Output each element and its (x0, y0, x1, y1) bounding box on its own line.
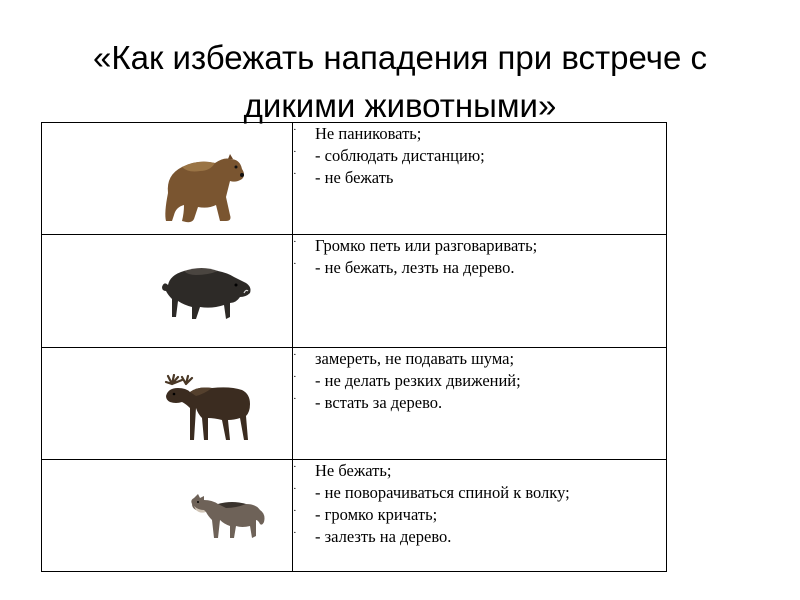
advice-cell (293, 123, 667, 235)
advice-cell (293, 347, 667, 459)
advice-cell (293, 235, 667, 347)
advice-text: замереть, не подавать шума; (315, 348, 515, 368)
bullet-marker: · (293, 482, 297, 495)
table-row (42, 347, 667, 459)
advice-line (293, 504, 666, 526)
advice-line (293, 348, 666, 370)
advice-text: - не бежать, лезть на дерево. (315, 258, 515, 278)
bullet-marker: · (293, 392, 297, 405)
advice-text: Не паниковать; (315, 124, 422, 143)
bullet-marker: · (293, 348, 297, 361)
wolf-icon (188, 490, 268, 550)
animal-cell (42, 123, 293, 235)
bullet-marker: · (293, 370, 297, 383)
advice-line (293, 526, 666, 548)
animal-cell (42, 235, 293, 347)
advice-line (293, 370, 666, 392)
table-row (42, 459, 667, 571)
title-line-1: «Как избежать нападения при встрече с (93, 39, 707, 76)
boar-icon (156, 261, 256, 326)
advice-line (293, 257, 666, 279)
advice-line (293, 392, 666, 414)
bullet-marker: · (293, 146, 297, 158)
bullet-marker: · (293, 236, 297, 249)
page-title (0, 34, 800, 130)
advice-text: - залезть на дерево. (315, 526, 452, 546)
advice-table (41, 122, 667, 572)
advice-line (293, 482, 666, 504)
advice-line (293, 123, 666, 145)
animal-cell (42, 459, 293, 571)
bullet-marker: · (293, 526, 297, 539)
animal-cell (42, 347, 293, 459)
bullet-marker: · (293, 168, 297, 180)
advice-text: - встать за дерево. (315, 392, 443, 412)
advice-text: - не бежать (315, 168, 394, 187)
advice-text: Громко петь или разговаривать; (315, 236, 538, 256)
advice-cell (293, 459, 667, 571)
advice-line (293, 460, 666, 482)
bullet-marker: · (293, 258, 297, 271)
bullet-marker: · (293, 460, 297, 473)
bullet-marker: · (293, 504, 297, 517)
advice-line (293, 145, 666, 167)
advice-text: Не бежать; (315, 460, 392, 480)
bullet-marker: · (293, 124, 297, 136)
advice-text: - соблюдать дистанцию; (315, 146, 485, 165)
advice-line (293, 167, 666, 189)
moose-icon (164, 374, 259, 454)
title-line-2: дикими животными» (243, 87, 557, 124)
advice-text: - не поворачиваться спиной к волку; (315, 482, 570, 502)
table-row (42, 123, 667, 235)
table-row (42, 235, 667, 347)
advice-text: - не делать резких движений; (315, 370, 521, 390)
advice-line (293, 235, 666, 257)
bear-icon (160, 153, 250, 228)
advice-text: - громко кричать; (315, 504, 438, 524)
